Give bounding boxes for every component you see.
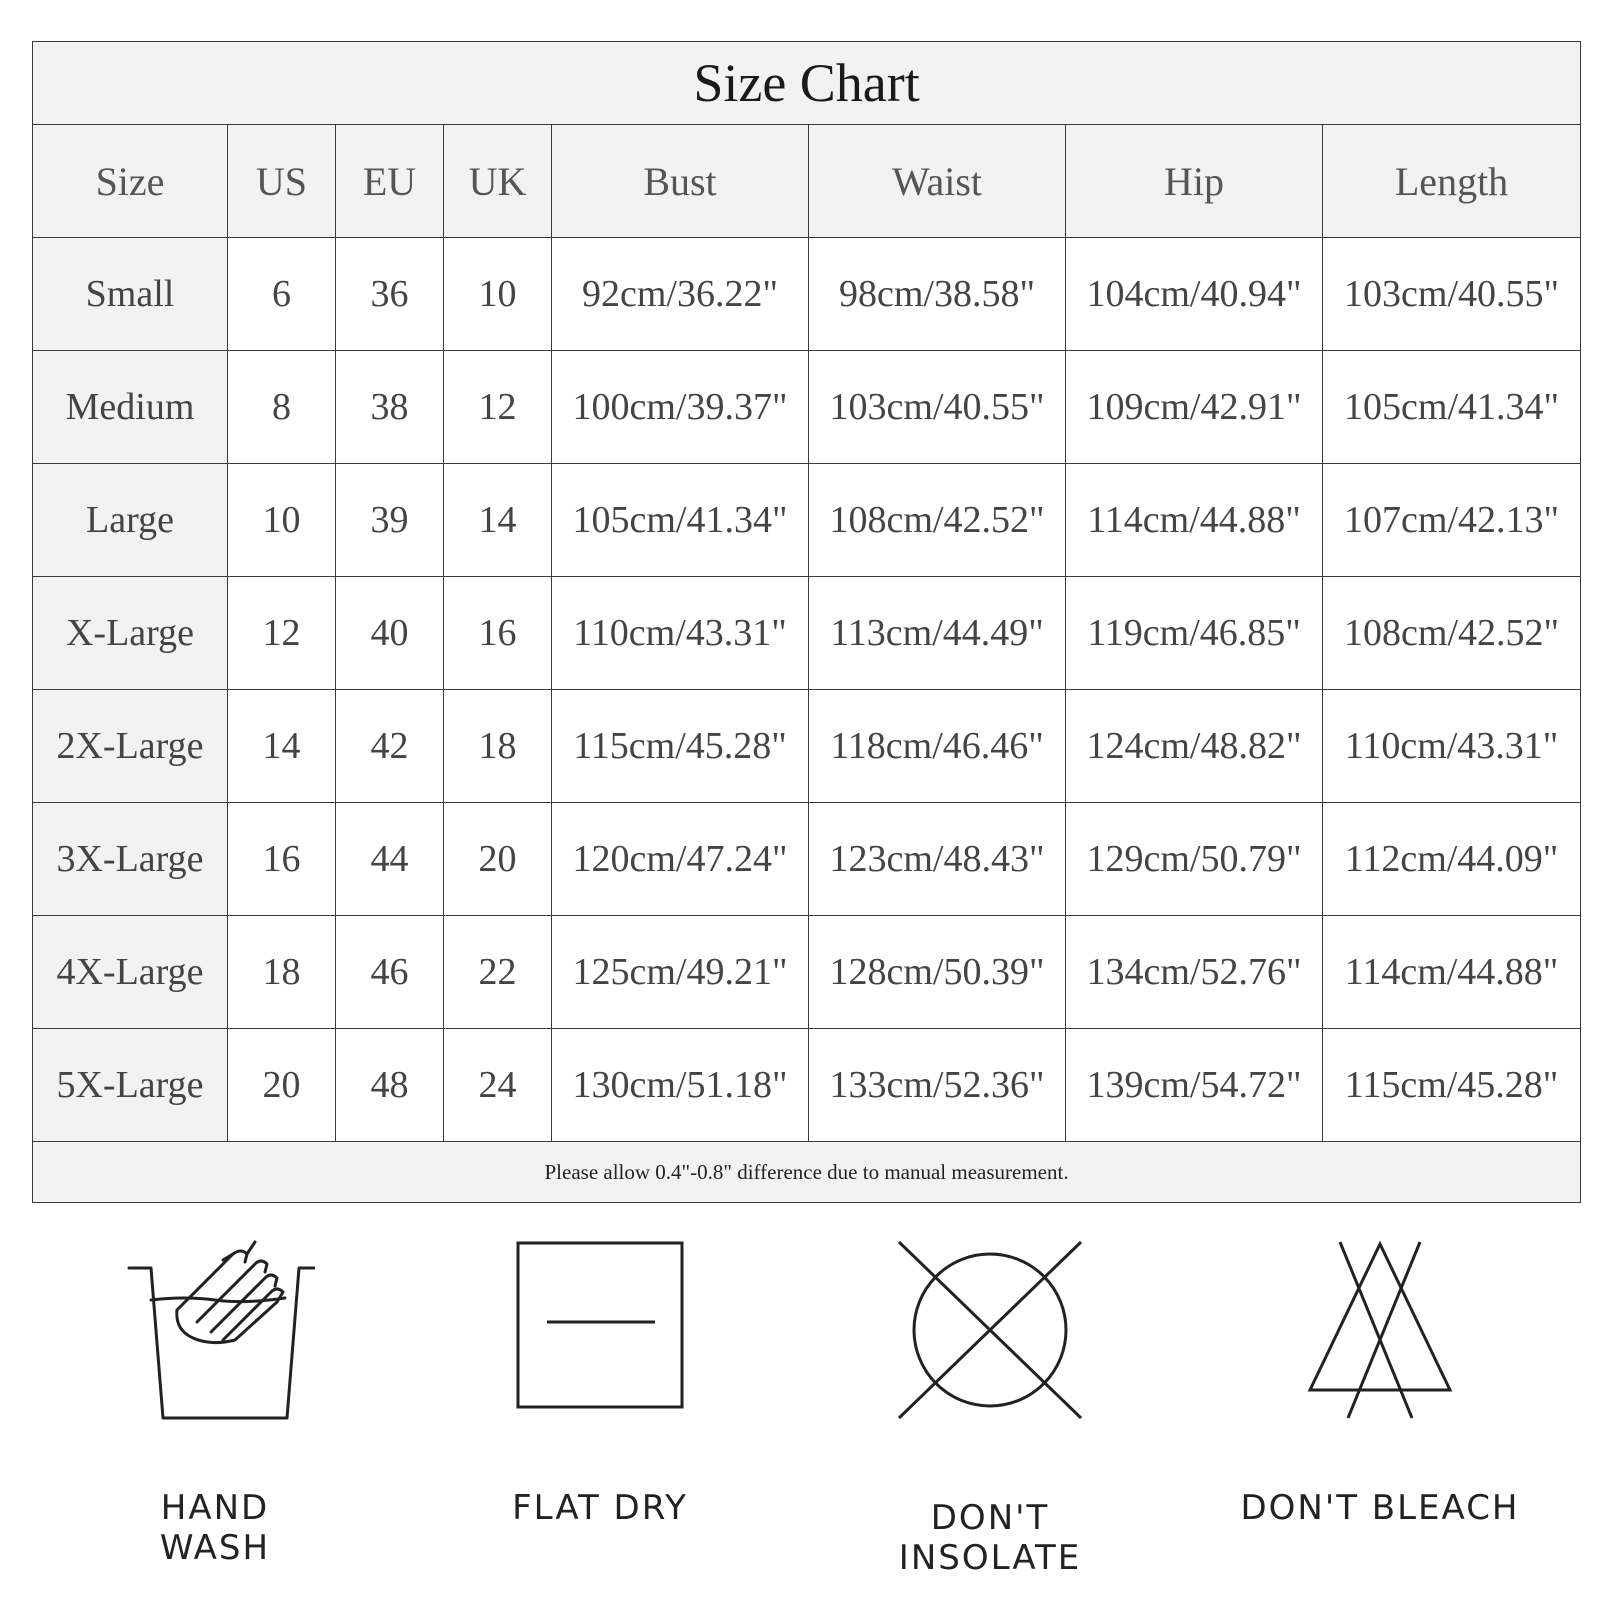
table-cell: 103cm/40.55" [809, 351, 1066, 464]
table-cell: 110cm/43.31" [552, 577, 809, 690]
title-row [33, 42, 1581, 125]
size-chart-table [32, 41, 1581, 1203]
table-cell: 22 [444, 916, 552, 1029]
care-label-dont-bleach: DON'T BLEACH [1240, 1488, 1520, 1528]
table-cell: 129cm/50.79" [1066, 803, 1323, 916]
care-flat-dry [490, 1240, 710, 1528]
flat-dry-icon [515, 1240, 685, 1410]
care-label-flat-dry: FLAT DRY [512, 1488, 688, 1528]
note-row [33, 1142, 1581, 1203]
table-cell: 36 [336, 238, 444, 351]
table-row [33, 803, 1581, 916]
table-cell: 110cm/43.31" [1323, 690, 1581, 803]
table-cell: 12 [228, 577, 336, 690]
table-cell: 24 [444, 1029, 552, 1142]
table-cell: 8 [228, 351, 336, 464]
header-length: Length [1323, 125, 1581, 238]
table-cell: 115cm/45.28" [552, 690, 809, 803]
table-row [33, 464, 1581, 577]
table-cell: 119cm/46.85" [1066, 577, 1323, 690]
table-cell: 109cm/42.91" [1066, 351, 1323, 464]
table-cell: 40 [336, 577, 444, 690]
table-row [33, 1029, 1581, 1142]
table-row [33, 690, 1581, 803]
no-bleach-icon [1300, 1240, 1460, 1420]
table-row [33, 238, 1581, 351]
table-cell: 118cm/46.46" [809, 690, 1066, 803]
table-cell: 16 [228, 803, 336, 916]
table-cell: 48 [336, 1029, 444, 1142]
no-sun-dry-icon [895, 1240, 1085, 1420]
chart-title: Size Chart [33, 42, 1581, 125]
table-cell: 10 [444, 238, 552, 351]
care-hand-wash [100, 1240, 330, 1568]
table-cell: 108cm/42.52" [1323, 577, 1581, 690]
table-cell: 114cm/44.88" [1323, 916, 1581, 1029]
header-size: Size [33, 125, 228, 238]
table-cell: 123cm/48.43" [809, 803, 1066, 916]
header-eu: EU [336, 125, 444, 238]
table-cell: 124cm/48.82" [1066, 690, 1323, 803]
table-cell: 14 [228, 690, 336, 803]
table-row [33, 351, 1581, 464]
table-cell: 18 [228, 916, 336, 1029]
table-cell: 20 [444, 803, 552, 916]
table-cell: 105cm/41.34" [552, 464, 809, 577]
table-cell: 92cm/36.22" [552, 238, 809, 351]
table-cell: 38 [336, 351, 444, 464]
table-cell: 128cm/50.39" [809, 916, 1066, 1029]
table-cell: 44 [336, 803, 444, 916]
table-cell: 107cm/42.13" [1323, 464, 1581, 577]
table-cell: 139cm/54.72" [1066, 1029, 1323, 1142]
table-cell: 12 [444, 351, 552, 464]
size-label-cell: Small [33, 238, 228, 351]
table-cell: 39 [336, 464, 444, 577]
size-label-cell: Large [33, 464, 228, 577]
table-cell: 18 [444, 690, 552, 803]
table-row [33, 577, 1581, 690]
header-waist: Waist [809, 125, 1066, 238]
table-cell: 6 [228, 238, 336, 351]
table-cell: 115cm/45.28" [1323, 1029, 1581, 1142]
table-cell: 130cm/51.18" [552, 1029, 809, 1142]
header-row [33, 125, 1581, 238]
table-row [33, 916, 1581, 1029]
size-label-cell: 3X-Large [33, 803, 228, 916]
table-cell: 133cm/52.36" [809, 1029, 1066, 1142]
table-cell: 20 [228, 1029, 336, 1142]
size-label-cell: Medium [33, 351, 228, 464]
size-label-cell: 5X-Large [33, 1029, 228, 1142]
table-cell: 42 [336, 690, 444, 803]
table-cell: 113cm/44.49" [809, 577, 1066, 690]
size-label-cell: 2X-Large [33, 690, 228, 803]
table-cell: 10 [228, 464, 336, 577]
care-dont-insolate [850, 1240, 1130, 1578]
header-bust: Bust [552, 125, 809, 238]
table-cell: 98cm/38.58" [809, 238, 1066, 351]
table-cell: 104cm/40.94" [1066, 238, 1323, 351]
table-cell: 134cm/52.76" [1066, 916, 1323, 1029]
table-cell: 46 [336, 916, 444, 1029]
table-cell: 105cm/41.34" [1323, 351, 1581, 464]
table-cell: 120cm/47.24" [552, 803, 809, 916]
table-cell: 16 [444, 577, 552, 690]
measurement-note: Please allow 0.4"-0.8" difference due to manual measurement. [33, 1142, 1581, 1203]
table-cell: 108cm/42.52" [809, 464, 1066, 577]
size-label-cell: X-Large [33, 577, 228, 690]
table-cell: 103cm/40.55" [1323, 238, 1581, 351]
table-cell: 125cm/49.21" [552, 916, 809, 1029]
hand-wash-icon [115, 1240, 315, 1430]
table-cell: 14 [444, 464, 552, 577]
table-cell: 100cm/39.37" [552, 351, 809, 464]
care-dont-bleach [1230, 1240, 1530, 1528]
care-label-hand-wash: HAND WASH [159, 1488, 271, 1568]
size-label-cell: 4X-Large [33, 916, 228, 1029]
table-cell: 114cm/44.88" [1066, 464, 1323, 577]
table-cell: 112cm/44.09" [1323, 803, 1581, 916]
header-us: US [228, 125, 336, 238]
header-hip: Hip [1066, 125, 1323, 238]
care-label-dont-insolate: DON'T INSOLATE [898, 1498, 1082, 1578]
header-uk: UK [444, 125, 552, 238]
